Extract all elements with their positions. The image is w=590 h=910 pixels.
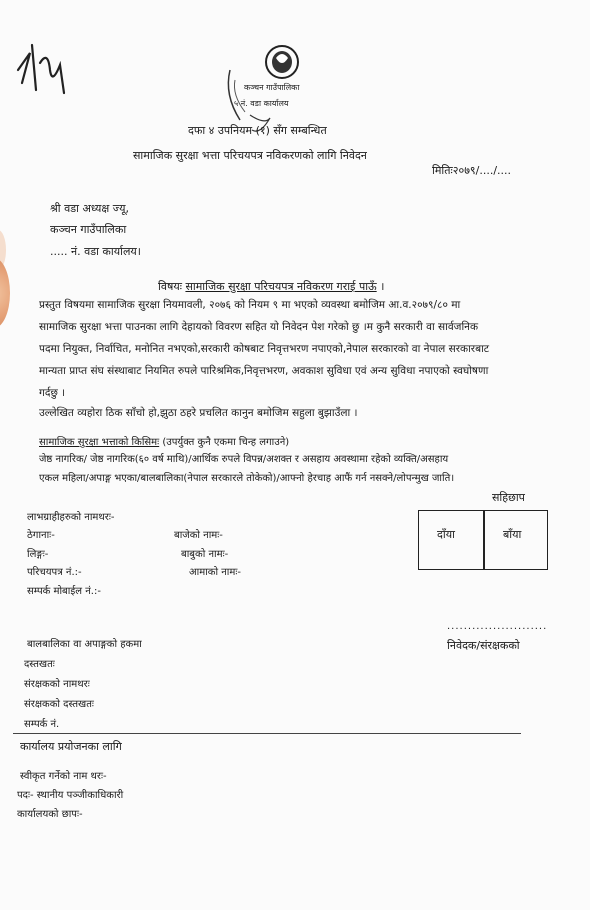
address-field: ठेगानाः-	[27, 530, 55, 541]
addressee-line-2: कञ्चन गाउँपालिका	[50, 223, 127, 236]
mother-name-field: आमाको नामः-	[189, 567, 241, 578]
fingerprint-box	[418, 510, 548, 570]
mobile-field: सम्पर्क मोबाईल नं.:-	[27, 586, 101, 597]
body-line: मान्यता प्राप्त संघ संस्थाबाट नियमित रुपले पारिश्रमिक,निवृत्तभरण, अवकाश सुविधा एवं अन्य सुविधा नपाएको स्वघोषणा	[39, 365, 489, 377]
date-field: मितिः२०७९/..../....	[432, 164, 512, 177]
fingerprint-right: दाँया	[437, 528, 455, 541]
category-instruction: (उपर्युक्त कुनै एकमा चिन्ह लगाउने)	[162, 437, 290, 448]
category-heading	[39, 434, 289, 448]
subject-text: सामाजिक सुरक्षा परिचयपत्र नविकरण गराई पाऊँ	[185, 280, 377, 293]
handwritten-signature	[10, 35, 70, 105]
office-stamp: कार्यालयको छापः-	[17, 809, 83, 820]
father-name-field: बाबुको नामः-	[181, 549, 229, 560]
fingerprint-title: सहिछाप	[492, 491, 525, 504]
body-line: गर्दछु ।	[39, 387, 66, 399]
seal-text-1: कञ्चन गाउँपालिका	[244, 83, 300, 92]
body-line: सामाजिक सुरक्षा भत्ता पाउनका लागि देहायको विवरण सहित यो निवेदन पेश गरेको छु ।म कुनै सरकारी वा सार्वजनिक	[39, 321, 479, 333]
body-line: प्रस्तुत विषयमा सामाजिक सुरक्षा नियमावली, २०७६ को नियम ९ मा भएको व्यवस्था बमोजिम आ.व.२०७९/८० मा	[39, 299, 461, 311]
body-paragraph-2: उल्लेखित व्यहोरा ठिक साँचो हो,झुठा ठहरे प्रचलित कानुन बमोजिम सहुला बुझाउँला ।	[39, 407, 358, 419]
category-options-line-1: जेष्ठ नागरिक/ जेष्ठ नागरिक(६० वर्ष माथि)/आर्थिक रुपले विपन्न/अशक्त र असहाय अवस्थामा रहेको व्यक्ति/असहाय	[39, 454, 449, 465]
form-title: सामाजिक सुरक्षा भत्ता परिचयपत्र नविकरणको लागि निवेदन	[133, 149, 367, 162]
gender-field: लिङ्गः-	[27, 549, 49, 560]
office-heading: कार्यालय प्रयोजनका लागि	[20, 740, 122, 753]
beneficiary-name-field: लाभग्राहीहरुको नामथरः-	[27, 512, 115, 523]
category-label: सामाजिक सुरक्षा भत्ताको किसिमः	[39, 437, 160, 448]
section-divider	[13, 733, 521, 734]
subject-end: ।	[380, 280, 385, 293]
applicant-signature-dots: ........................	[447, 621, 548, 632]
guardian-signature-2: संरक्षकको दस्तखतः	[24, 699, 94, 710]
fingerprint-divider	[483, 511, 485, 569]
subject-line	[158, 279, 384, 294]
applicant-signature-label: निवेदक/संरक्षकको	[447, 639, 520, 652]
body-line: पदमा नियुक्त, निर्वाचित, मनोनित नभएको,सरकारी कोषबाट निवृत्तभरण नपाएको,नेपाल सरकारको वा नेपाल सरकारबाट	[39, 343, 490, 355]
header-rule-reference: दफा ४ उपनियम (१) सँग सम्बन्धित	[188, 124, 327, 137]
id-number-field: परिचयपत्र नं.:-	[27, 567, 82, 578]
guardian-heading: बालबालिका वा अपाङ्गको हकमा	[27, 639, 142, 650]
addressee-line-1: श्री वडा अध्यक्ष ज्यू,	[50, 202, 129, 215]
grandfather-name-field: बाजेको नामः-	[174, 530, 223, 541]
fingerprint-left: बाँया	[503, 528, 522, 541]
body-paragraph-1	[39, 294, 554, 404]
category-options-line-2: एकल महिला/अपाङ्ग भएका/बालबालिका(नेपाल सरकारले तोकेको)/आफ्नो हेरचाह आफैं गर्न नसक्ने/लोपन्मुख जाति।	[39, 473, 455, 484]
seal-text-2: ५ नं. वडा कार्यालय	[234, 99, 289, 108]
guardian-name: संरक्षकको नामथरः	[24, 679, 90, 690]
guardian-signature: दस्तखतः	[24, 659, 55, 670]
finger-in-photo	[0, 258, 10, 328]
approver-post: पदः- स्थानीय पञ्जीकाधिकारी	[17, 790, 124, 801]
subject-label: विषयः	[158, 280, 182, 293]
addressee-line-3: ..... नं. वडा कार्यालय।	[50, 245, 141, 258]
approver-name: स्वीकृत गर्नेको नाम थरः-	[20, 771, 107, 782]
guardian-contact: सम्पर्क नं.	[24, 719, 60, 730]
